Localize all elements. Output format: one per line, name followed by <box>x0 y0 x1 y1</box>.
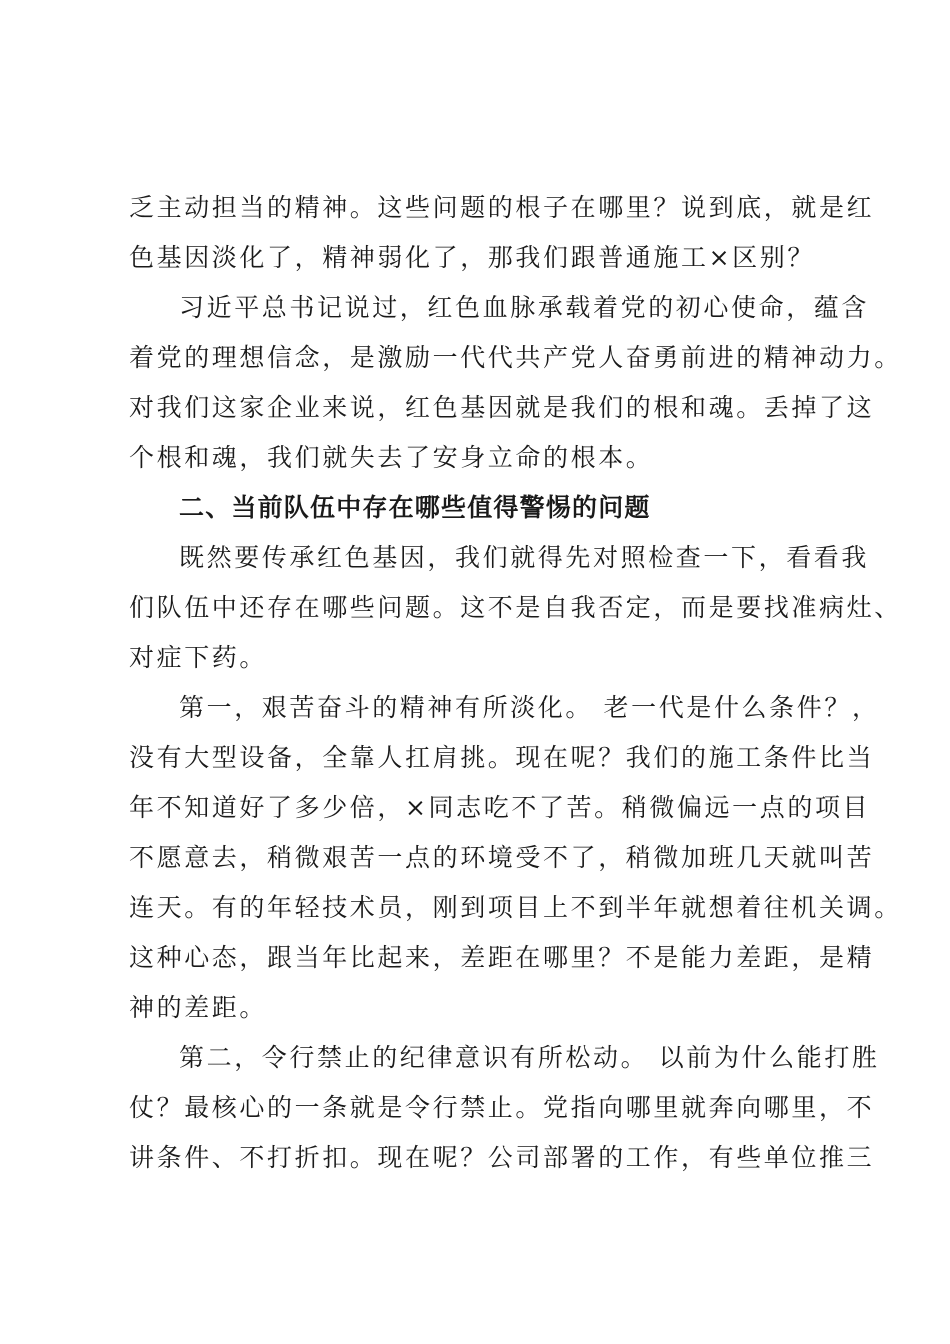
body-line: 仗？最核心的一条就是令行禁止。党指向哪里就奔向哪里，不 <box>129 1093 875 1122</box>
body-line: 讲条件、不打折扣。现在呢？公司部署的工作，有些单位推三 <box>129 1143 875 1172</box>
body-line: 没有大型设备，全靠人扛肩挑。现在呢？我们的施工条件比当 <box>129 743 875 772</box>
body-line: 乏主动担当的精神。这些问题的根子在哪里？说到底，就是红 <box>129 193 875 222</box>
body-line: 第二，令行禁止的纪律意识有所松动。 以前为什么能打胜 <box>179 1043 880 1072</box>
body-line: 着党的理想信念，是激励一代代共产党人奋勇前进的精神动力。 <box>129 343 902 372</box>
body-line: 连天。有的年轻技术员，刚到项目上不到半年就想着往机关调。 <box>129 893 902 922</box>
body-line: 不愿意去，稍微艰苦一点的环境受不了，稍微加班几天就叫苦 <box>129 843 875 872</box>
body-line: 对症下药。 <box>129 643 268 672</box>
body-line: 色基因淡化了，精神弱化了，那我们跟普通施工×区别？ <box>129 243 815 272</box>
body-line: 们队伍中还存在哪些问题。这不是自我否定，而是要找准病灶、 <box>129 593 902 622</box>
body-line: 神的差距。 <box>129 993 268 1022</box>
body-line: 对我们这家企业来说，红色基因就是我们的根和魂。丢掉了这 <box>129 393 875 422</box>
section-heading: 二、当前队伍中存在哪些值得警惕的问题 <box>179 493 651 522</box>
body-line: 个根和魂，我们就失去了安身立命的根本。 <box>129 443 654 472</box>
body-line: 既然要传承红色基因，我们就得先对照检查一下，看看我 <box>179 543 870 572</box>
body-line: 这种心态，跟当年比起来，差距在哪里？不是能力差距，是精 <box>129 943 875 972</box>
body-line: 第一，艰苦奋斗的精神有所淡化。 老一代是什么条件？， <box>179 693 880 722</box>
body-line: 年不知道好了多少倍，×同志吃不了苦。稍微偏远一点的项目 <box>129 793 871 822</box>
body-line: 习近平总书记说过，红色血脉承载着党的初心使命，蕴含 <box>179 293 870 322</box>
